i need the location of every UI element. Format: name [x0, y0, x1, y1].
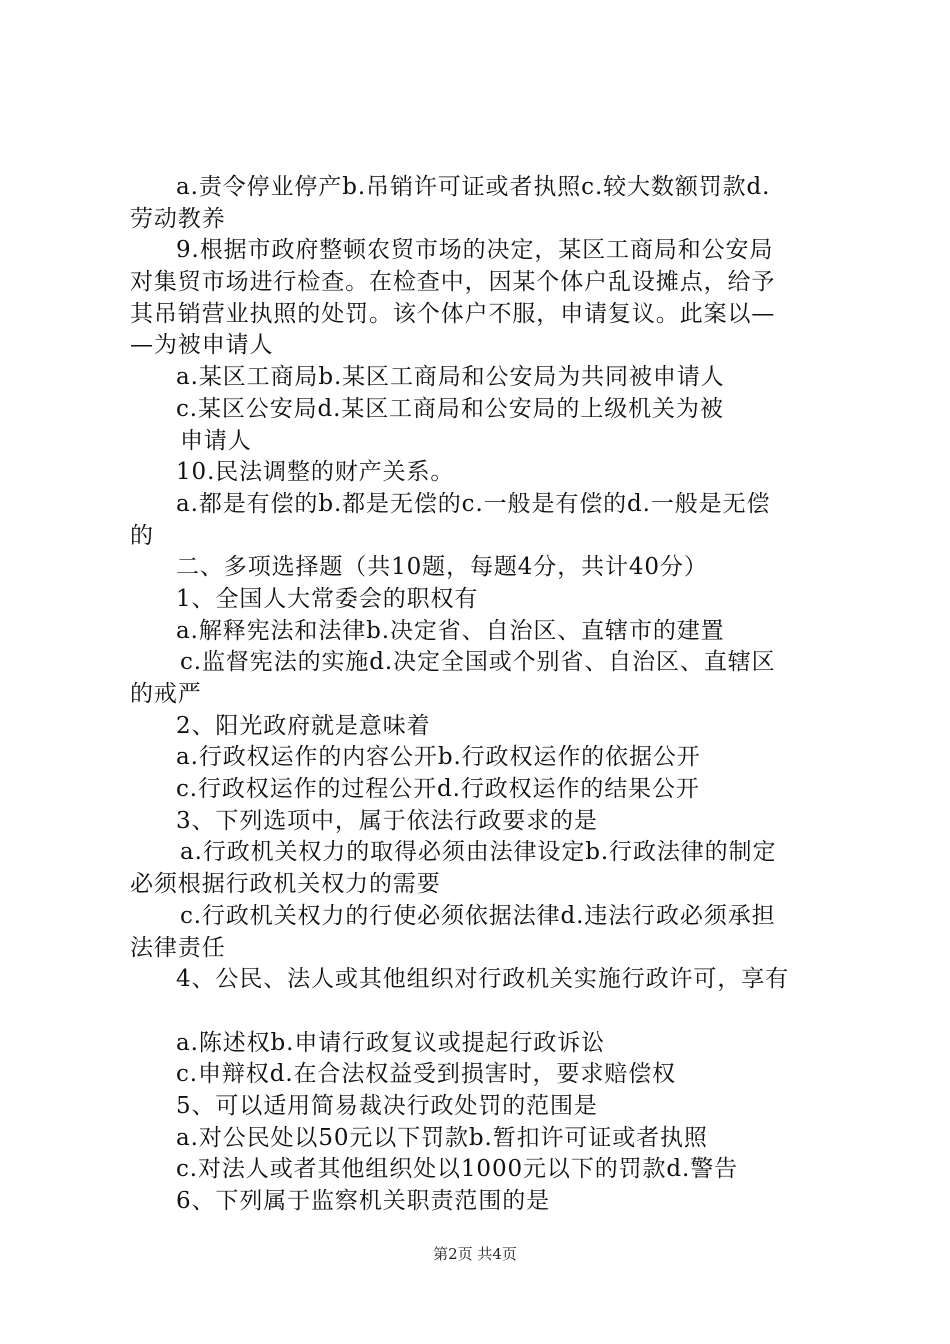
text-line: 9.根据市政府整顿农贸市场的决定，某区工商局和公安局	[176, 237, 774, 264]
text-line: c.监督宪法的实施d.决定全国或个别省、自治区、直辖区	[180, 649, 776, 676]
text-line: c.某区公安局d.某区工商局和公安局的上级机关为被	[176, 395, 724, 422]
text-line: 必须根据行政机关权力的需要	[130, 871, 441, 898]
text-line: 对集贸市场进行检查。在检查中，因某个体户乱设摊点，给予	[130, 269, 776, 296]
text-line: 劳动教养	[130, 205, 226, 232]
text-line: a.对公民处以50元以下罚款b.暂扣许可证或者执照	[176, 1124, 708, 1151]
text-line: 5、可以适用简易裁决行政处罚的范围是	[176, 1092, 598, 1119]
text-line: 其吊销营业执照的处罚。该个体户不服，申请复议。此案以—	[130, 300, 776, 327]
text-line: a.解释宪法和法律b.决定省、自治区、直辖市的建置	[176, 617, 725, 644]
text-line: c.行政机关权力的行使必须依据法律d.违法行政必须承担	[180, 902, 776, 929]
page-footer: 第2页 共4页	[433, 1245, 517, 1263]
document-body	[130, 172, 833, 1218]
text-line: 申请人	[180, 427, 252, 454]
text-line: 2、阳光政府就是意味着	[176, 712, 431, 739]
text-line: —为被申请人	[130, 332, 274, 359]
text-line: 法律责任	[130, 934, 226, 961]
text-line: 二、多项选择题（共10题，每题4分，共计40分）	[176, 554, 708, 581]
blank-line	[130, 996, 833, 1028]
text-line: 4、公民、法人或其他组织对行政机关实施行政许可，享有	[176, 966, 790, 993]
text-line: a.都是有偿的b.都是无偿的c.一般是有偿的d.一般是无偿	[176, 490, 771, 517]
text-line: a.责令停业停产b.吊销许可证或者执照c.较大数额罚款d.	[176, 174, 771, 200]
text-line: a.陈述权b.申请行政复议或提起行政诉讼	[176, 1029, 606, 1056]
text-line: 的戒严	[130, 681, 202, 707]
text-line: a.行政机关权力的取得必须由法律设定b.行政法律的制定	[180, 839, 777, 866]
text-line: 1、全国人大常委会的职权有	[176, 585, 479, 612]
text-line: a.某区工商局b.某区工商局和公安局为共同被申请人	[176, 364, 725, 391]
text-line: 6、下列属于监察机关职责范围的是	[176, 1188, 551, 1214]
text-line: 3、下列选项中，属于依法行政要求的是	[176, 807, 598, 834]
text-line: a.行政权运作的内容公开b.行政权运作的依据公开	[176, 744, 701, 771]
text-line: 的	[130, 522, 154, 549]
text-line: c.对法人或者其他组织处以1000元以下的罚款d.警告	[176, 1156, 739, 1183]
text-line: c.申辩权d.在合法权益受到损害时，要求赔偿权	[176, 1061, 676, 1088]
text-line: 10.民法调整的财产关系。	[176, 459, 455, 486]
text-line: c.行政权运作的过程公开d.行政权运作的结果公开	[176, 776, 700, 803]
